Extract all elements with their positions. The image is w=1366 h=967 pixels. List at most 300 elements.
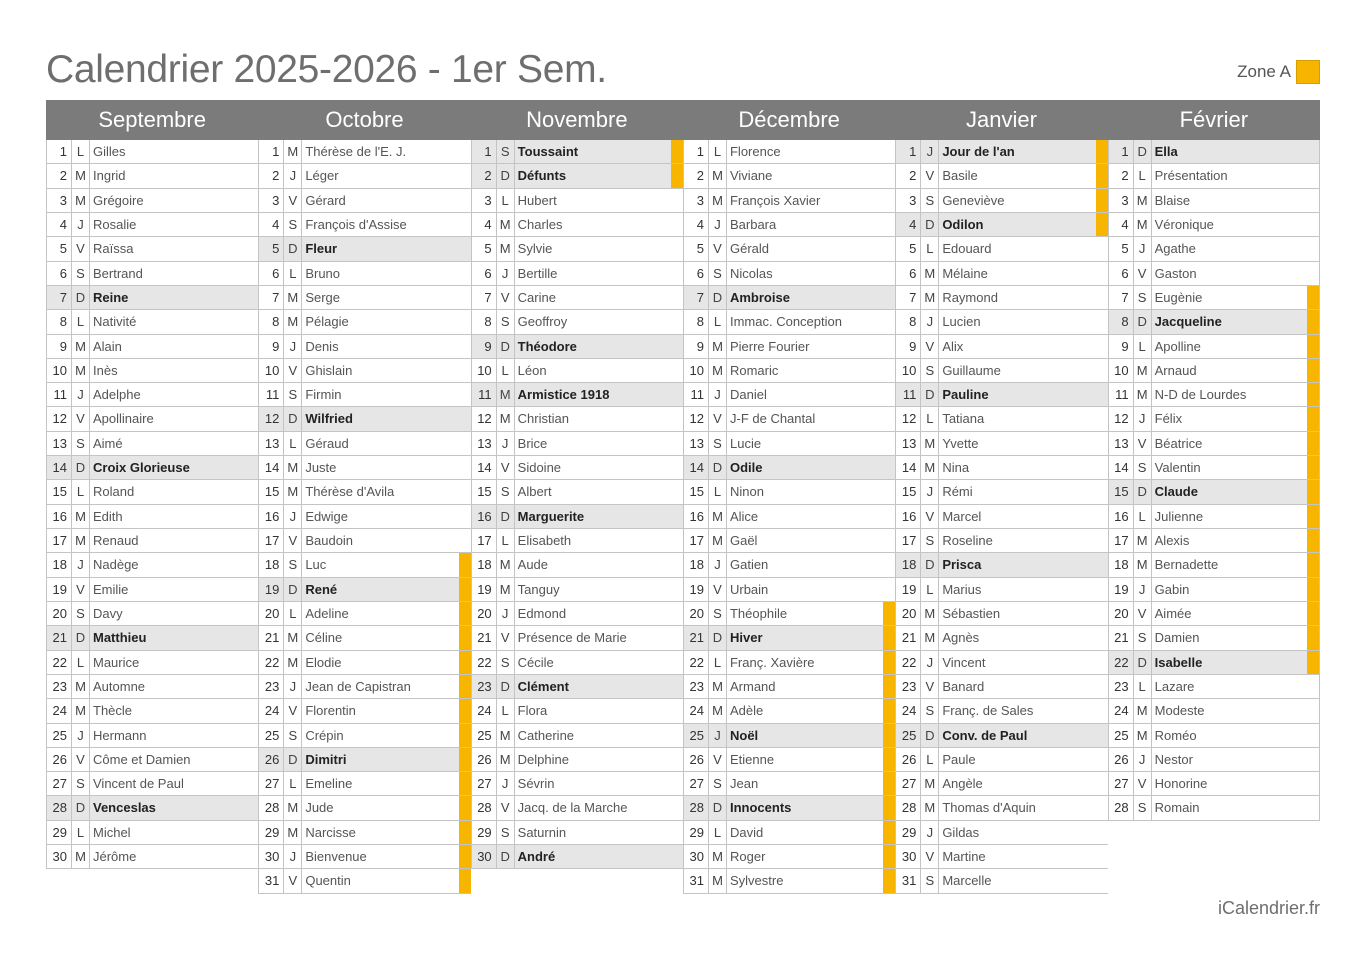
saint-name: Apolline: [1154, 338, 1201, 354]
weekday-letter: J: [284, 164, 302, 187]
vacation-marker: [1307, 651, 1319, 674]
weekday-letter: D: [709, 796, 727, 819]
saint-name: Hermann: [93, 727, 147, 743]
day-row: [683, 699, 895, 723]
vacation-marker: [671, 407, 683, 430]
day-row: [895, 724, 1107, 748]
weekday-letter: J: [284, 505, 302, 528]
day-row: [471, 505, 683, 529]
day-number: 30: [259, 845, 284, 868]
vacation-marker: [671, 651, 683, 674]
day-row: [1108, 505, 1320, 529]
day-row: [1108, 213, 1320, 237]
saint-name: Agnès: [942, 630, 980, 646]
vacation-marker: [1096, 529, 1108, 552]
day-number: 5: [684, 237, 709, 260]
day-row: [895, 505, 1107, 529]
vacation-marker: [671, 529, 683, 552]
vacation-marker: [1307, 675, 1319, 698]
vacation-marker: [883, 821, 895, 844]
day-number: 7: [47, 286, 72, 309]
vacation-marker: [1096, 140, 1108, 163]
day-number: 19: [47, 578, 72, 601]
weekday-letter: M: [284, 626, 302, 649]
vacation-marker: [246, 626, 258, 649]
day-number: 4: [47, 213, 72, 236]
weekday-letter: L: [1134, 505, 1152, 528]
weekday-letter: S: [709, 432, 727, 455]
vacation-marker: [459, 821, 471, 844]
weekday-letter: M: [284, 821, 302, 844]
vacation-marker: [671, 164, 683, 187]
day-row: [683, 286, 895, 310]
vacation-marker: [459, 505, 471, 528]
day-row: [1108, 699, 1320, 723]
weekday-letter: D: [921, 383, 939, 406]
saint-name: Lucien: [942, 314, 981, 330]
saint-name: David: [729, 824, 764, 840]
saint-name: Ambroise: [729, 289, 790, 305]
day-row: [46, 213, 258, 237]
weekday-letter: M: [709, 505, 727, 528]
saint-name: Ingrid: [93, 168, 126, 184]
vacation-marker: [671, 480, 683, 503]
day-row: [471, 529, 683, 553]
day-number: 1: [259, 140, 284, 163]
vacation-marker: [671, 456, 683, 479]
vacation-marker: [1096, 626, 1108, 649]
saint-name: Raïssa: [93, 241, 134, 257]
saint-name: Fleur: [305, 241, 338, 257]
day-row: [1108, 310, 1320, 334]
weekday-letter: S: [72, 432, 90, 455]
day-row: [895, 748, 1107, 772]
day-number: 22: [259, 651, 284, 674]
saint-name: Edith: [93, 508, 123, 524]
day-number: 28: [472, 796, 497, 819]
weekday-letter: J: [284, 845, 302, 868]
vacation-marker: [1307, 335, 1319, 358]
day-row: [471, 407, 683, 431]
day-row: [895, 821, 1107, 845]
day-row: [471, 845, 683, 869]
saint-name: Innocents: [729, 800, 792, 816]
day-number: 5: [896, 237, 921, 260]
day-row: [895, 651, 1107, 675]
day-row: [258, 456, 470, 480]
day-row: [471, 724, 683, 748]
weekday-letter: V: [497, 286, 515, 309]
day-row: [46, 359, 258, 383]
day-row: [895, 237, 1107, 261]
saint-name: Edouard: [942, 241, 992, 257]
vacation-marker: [883, 335, 895, 358]
vacation-marker: [459, 286, 471, 309]
weekday-letter: L: [497, 359, 515, 382]
weekday-letter: V: [921, 505, 939, 528]
saint-name: Adelphe: [93, 387, 141, 403]
vacation-marker: [671, 237, 683, 260]
weekday-letter: M: [72, 529, 90, 552]
day-row: [471, 675, 683, 699]
weekday-letter: L: [72, 310, 90, 333]
vacation-marker: [246, 140, 258, 163]
vacation-marker: [1307, 164, 1319, 187]
day-row: [46, 578, 258, 602]
weekday-letter: J: [709, 213, 727, 236]
weekday-letter: J: [72, 383, 90, 406]
vacation-marker: [459, 140, 471, 163]
weekday-letter: J: [1134, 578, 1152, 601]
day-row: [258, 140, 470, 164]
weekday-letter: S: [921, 529, 939, 552]
saint-name: Béatrice: [1154, 435, 1203, 451]
day-number: 31: [684, 869, 709, 892]
vacation-marker: [246, 480, 258, 503]
saint-name: Marius: [942, 581, 982, 597]
weekday-letter: M: [709, 359, 727, 382]
day-number: 26: [684, 748, 709, 771]
vacation-marker: [883, 432, 895, 455]
weekday-letter: M: [72, 699, 90, 722]
weekday-letter: M: [709, 335, 727, 358]
vacation-marker: [246, 602, 258, 625]
weekday-letter: V: [72, 578, 90, 601]
vacation-marker: [1307, 213, 1319, 236]
day-row: [46, 845, 258, 869]
vacation-marker: [1096, 772, 1108, 795]
saint-name: Jacq. de la Marche: [517, 800, 628, 816]
day-number: 8: [259, 310, 284, 333]
vacation-marker: [459, 310, 471, 333]
day-row: [46, 189, 258, 213]
day-row: [46, 772, 258, 796]
day-row: [258, 383, 470, 407]
weekday-letter: L: [921, 407, 939, 430]
day-number: 17: [896, 529, 921, 552]
day-number: 26: [47, 748, 72, 771]
vacation-marker: [459, 626, 471, 649]
day-number: 23: [1109, 675, 1134, 698]
month-name: Février: [1179, 107, 1249, 132]
day-row: [683, 310, 895, 334]
saint-name: Reine: [93, 289, 129, 305]
saint-name: Agathe: [1154, 241, 1196, 257]
saint-name: Christian: [517, 411, 569, 427]
saint-name: Bruno: [305, 265, 341, 281]
saint-name: Jean de Capistran: [305, 678, 411, 694]
saint-name: Vincent: [942, 654, 986, 670]
day-number: 23: [896, 675, 921, 698]
day-number: 23: [684, 675, 709, 698]
vacation-marker: [1096, 869, 1108, 892]
day-number: 25: [259, 724, 284, 747]
saint-name: Venceslas: [93, 800, 156, 816]
day-number: 10: [896, 359, 921, 382]
day-number: 9: [896, 335, 921, 358]
weekday-letter: M: [1134, 553, 1152, 576]
day-row: [471, 213, 683, 237]
weekday-letter: J: [1134, 237, 1152, 260]
day-number: 6: [47, 262, 72, 285]
day-number: 29: [47, 821, 72, 844]
day-number: 16: [684, 505, 709, 528]
day-row: [471, 651, 683, 675]
day-number: 8: [1109, 310, 1134, 333]
weekday-letter: M: [921, 262, 939, 285]
day-number: 13: [259, 432, 284, 455]
day-row: [46, 480, 258, 504]
day-number: 11: [47, 383, 72, 406]
day-number: 21: [472, 626, 497, 649]
day-row: [895, 432, 1107, 456]
day-row: [46, 602, 258, 626]
day-row: [683, 335, 895, 359]
vacation-marker: [459, 553, 471, 576]
day-number: 31: [259, 869, 284, 892]
day-row: [46, 237, 258, 261]
weekday-letter: M: [72, 335, 90, 358]
month-column: [1108, 140, 1320, 821]
saint-name: Arnaud: [1154, 362, 1197, 378]
vacation-marker: [246, 310, 258, 333]
day-number: 9: [47, 335, 72, 358]
weekday-letter: J: [921, 821, 939, 844]
day-number: 21: [259, 626, 284, 649]
day-row: [1108, 262, 1320, 286]
day-row: [471, 140, 683, 164]
vacation-marker: [246, 675, 258, 698]
weekday-letter: L: [1134, 164, 1152, 187]
day-row: [46, 505, 258, 529]
vacation-marker: [883, 796, 895, 819]
saint-name: Mélaine: [942, 265, 988, 281]
vacation-marker: [883, 407, 895, 430]
day-number: 9: [472, 335, 497, 358]
day-row: [1108, 407, 1320, 431]
day-number: 1: [1109, 140, 1134, 163]
vacation-marker: [1307, 262, 1319, 285]
day-number: 20: [896, 602, 921, 625]
saint-name: Elodie: [305, 654, 342, 670]
saint-name: Céline: [305, 630, 343, 646]
weekday-letter: L: [709, 480, 727, 503]
saint-name: Franç. de Sales: [942, 703, 1034, 719]
day-row: [683, 772, 895, 796]
day-row: [1108, 140, 1320, 164]
day-row: [1108, 626, 1320, 650]
day-row: [1108, 432, 1320, 456]
saint-name: Conv. de Paul: [942, 727, 1028, 743]
day-row: [895, 335, 1107, 359]
weekday-letter: V: [284, 699, 302, 722]
month-column: [471, 140, 683, 869]
day-number: 10: [472, 359, 497, 382]
weekday-letter: M: [497, 383, 515, 406]
vacation-marker: [671, 772, 683, 795]
day-number: 28: [896, 796, 921, 819]
saint-name: Carine: [517, 289, 556, 305]
day-number: 20: [684, 602, 709, 625]
weekday-letter: L: [709, 651, 727, 674]
saint-name: Odile: [729, 460, 763, 476]
vacation-marker: [671, 821, 683, 844]
weekday-letter: V: [921, 675, 939, 698]
day-number: 15: [472, 480, 497, 503]
weekday-letter: J: [1134, 407, 1152, 430]
weekday-letter: M: [72, 189, 90, 212]
weekday-letter: J: [921, 651, 939, 674]
day-row: [46, 626, 258, 650]
weekday-letter: J: [284, 675, 302, 698]
saint-name: Nativité: [93, 314, 137, 330]
day-number: 7: [259, 286, 284, 309]
saint-name: Crépin: [305, 727, 344, 743]
saint-name: Lucie: [729, 435, 762, 451]
day-number: 12: [684, 407, 709, 430]
weekday-letter: L: [497, 699, 515, 722]
weekday-letter: M: [1134, 359, 1152, 382]
vacation-marker: [246, 553, 258, 576]
saint-name: Jacqueline: [1154, 314, 1222, 330]
day-number: 12: [259, 407, 284, 430]
saint-name: Raymond: [942, 289, 998, 305]
saint-name: Gaël: [729, 533, 758, 548]
day-number: 27: [684, 772, 709, 795]
month-column: [683, 140, 895, 894]
vacation-marker: [246, 748, 258, 771]
day-row: [895, 310, 1107, 334]
weekday-letter: J: [284, 335, 302, 358]
weekday-letter: M: [709, 529, 727, 552]
weekday-letter: M: [709, 869, 727, 892]
vacation-marker: [671, 432, 683, 455]
weekday-letter: M: [1134, 189, 1152, 212]
saint-name: N-D de Lourdes: [1154, 387, 1247, 403]
day-number: 5: [472, 237, 497, 260]
day-row: [46, 164, 258, 188]
weekday-letter: D: [1134, 140, 1152, 163]
day-row: [46, 675, 258, 699]
weekday-letter: V: [921, 845, 939, 868]
vacation-marker: [246, 237, 258, 260]
saint-name: Juste: [305, 460, 337, 476]
day-number: 29: [684, 821, 709, 844]
day-row: [683, 189, 895, 213]
saint-name: François Xavier: [729, 192, 821, 208]
weekday-letter: L: [284, 432, 302, 455]
day-number: 2: [896, 164, 921, 187]
vacation-marker: [246, 359, 258, 382]
day-row: [471, 699, 683, 723]
vacation-marker: [883, 626, 895, 649]
saint-name: Daniel: [729, 387, 767, 403]
vacation-marker: [459, 796, 471, 819]
day-row: [1108, 772, 1320, 796]
saint-name: Nicolas: [729, 265, 773, 281]
weekday-letter: M: [921, 796, 939, 819]
vacation-marker: [883, 748, 895, 771]
day-number: 3: [1109, 189, 1134, 212]
saint-name: Charles: [517, 216, 563, 232]
saint-name: Julienne: [1154, 508, 1204, 524]
vacation-marker: [1096, 213, 1108, 236]
saint-name: Alexis: [1154, 533, 1190, 548]
vacation-marker: [1096, 480, 1108, 503]
vacation-marker: [459, 262, 471, 285]
day-number: 11: [472, 383, 497, 406]
vacation-marker: [246, 335, 258, 358]
saint-name: Présence de Marie: [517, 630, 627, 646]
weekday-letter: L: [921, 578, 939, 601]
saint-name: Bertrand: [93, 265, 143, 281]
weekday-letter: D: [497, 164, 515, 187]
saint-name: Marcel: [942, 508, 982, 524]
day-number: 20: [259, 602, 284, 625]
day-row: [258, 335, 470, 359]
day-row: [895, 262, 1107, 286]
weekday-letter: D: [921, 724, 939, 747]
day-number: 2: [1109, 164, 1134, 187]
weekday-letter: D: [497, 845, 515, 868]
saint-name: Tanguy: [517, 581, 560, 597]
vacation-marker: [246, 164, 258, 187]
saint-name: Urbain: [729, 581, 769, 597]
weekday-letter: S: [497, 140, 515, 163]
weekday-letter: D: [1134, 651, 1152, 674]
day-row: [683, 602, 895, 626]
saint-name: Firmin: [305, 387, 342, 403]
day-row: [258, 675, 470, 699]
saint-name: Bertille: [517, 265, 558, 281]
day-number: 12: [472, 407, 497, 430]
saint-name: Roméo: [1154, 727, 1197, 743]
day-number: 6: [684, 262, 709, 285]
weekday-letter: M: [921, 432, 939, 455]
saint-name: Automne: [93, 678, 146, 694]
weekday-letter: M: [921, 286, 939, 309]
day-number: 1: [896, 140, 921, 163]
day-row: [1108, 237, 1320, 261]
vacation-marker: [246, 286, 258, 309]
weekday-letter: L: [497, 189, 515, 212]
day-row: [895, 140, 1107, 164]
vacation-marker: [883, 529, 895, 552]
weekday-letter: L: [709, 821, 727, 844]
vacation-marker: [246, 796, 258, 819]
day-row: [46, 407, 258, 431]
day-number: 12: [1109, 407, 1134, 430]
day-row: [895, 529, 1107, 553]
day-row: [471, 796, 683, 820]
day-number: 16: [259, 505, 284, 528]
saint-name: Rémi: [942, 484, 973, 500]
weekday-letter: S: [1134, 456, 1152, 479]
weekday-letter: M: [1134, 699, 1152, 722]
vacation-marker: [459, 845, 471, 868]
day-number: 28: [1109, 796, 1134, 819]
day-row: [1108, 286, 1320, 310]
day-number: 13: [47, 432, 72, 455]
day-number: 2: [684, 164, 709, 187]
saint-name: Emilie: [93, 581, 129, 597]
vacation-marker: [883, 480, 895, 503]
vacation-marker: [883, 140, 895, 163]
vacation-marker: [246, 699, 258, 722]
weekday-letter: D: [709, 286, 727, 309]
vacation-marker: [671, 213, 683, 236]
vacation-marker: [246, 772, 258, 795]
